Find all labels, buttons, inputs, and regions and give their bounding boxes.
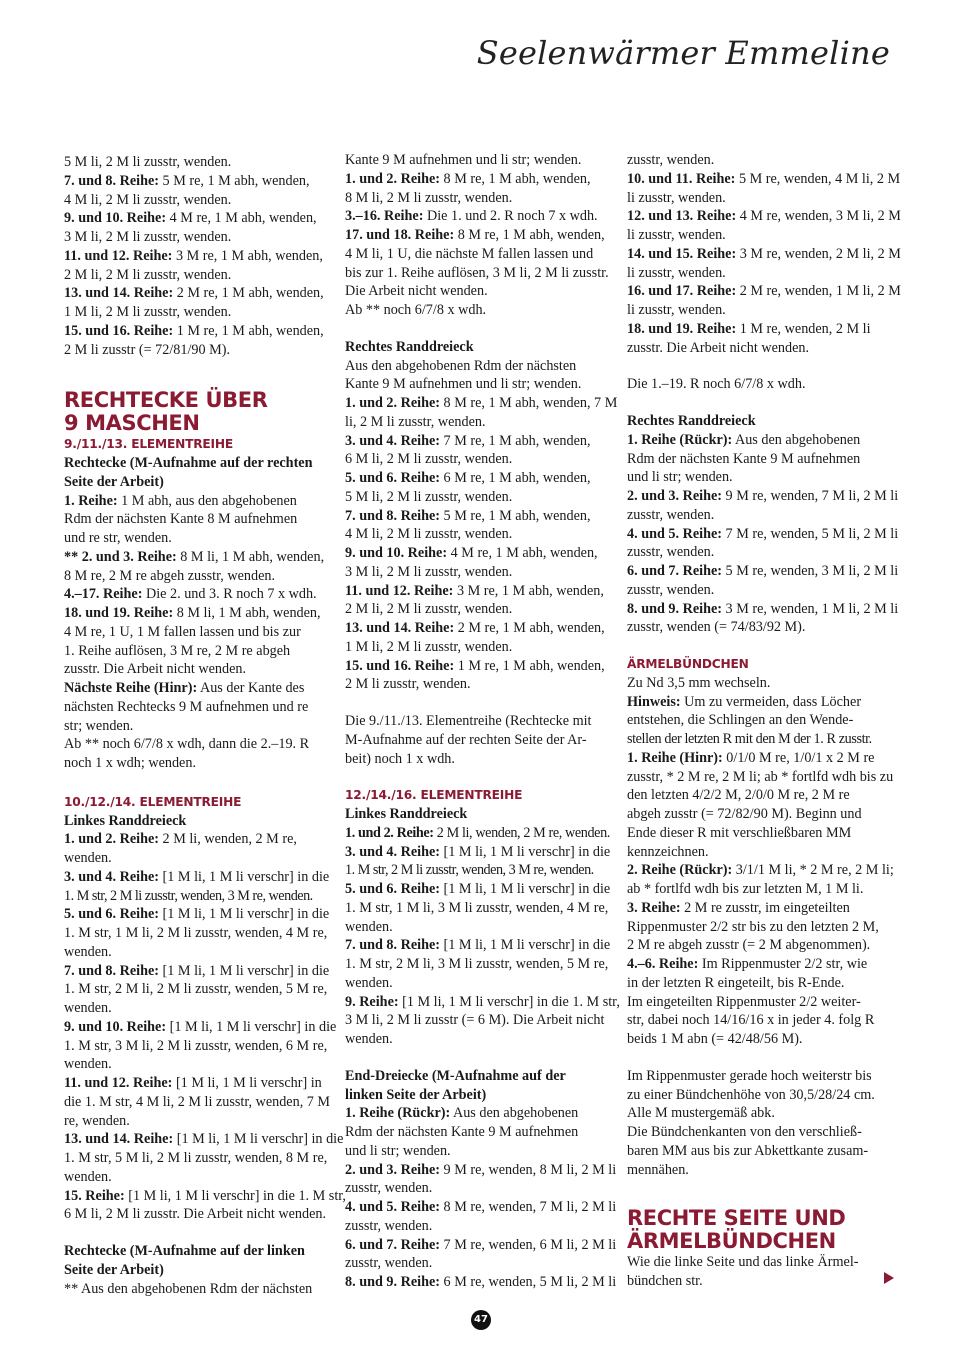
text-line: li zusstr, wenden. bbox=[627, 227, 726, 243]
text-line: 1. Reihe: 1 M abh, aus den abgehobenen bbox=[64, 492, 297, 509]
text-line: beids 1 M abn (= 42/48/56 M). bbox=[627, 1031, 803, 1047]
text-line: Alle M mustergemäß abk. bbox=[627, 1105, 775, 1122]
text-line: str, dabei noch 14/16/16 x in jeder 4. folg R bbox=[627, 1012, 875, 1029]
text-line: zusstr, wenden. bbox=[627, 581, 715, 598]
text-line: 2. und 3. Reihe: 9 M re, wenden, 8 M li, 2 M li bbox=[345, 1161, 617, 1178]
text-line: und li str; wenden. bbox=[627, 469, 733, 486]
text-line: Kante 9 M aufnehmen und li str; wenden. bbox=[345, 152, 582, 168]
text-line: 1. Reihe (Rückr): Aus den abgehobenen bbox=[627, 431, 861, 448]
text-line: baren MM aus bis zur Abkettkante zusam- bbox=[627, 1142, 869, 1159]
sub-heading: linken Seite der Arbeit) bbox=[345, 1086, 487, 1103]
text-line: zu einer Bündchenhöhe von 30,5/28/24 cm. bbox=[627, 1086, 875, 1103]
text-line: 1. M str, 1 M li, 3 M li zusstr, wenden, 4 M re, bbox=[345, 899, 609, 916]
text-line: 5. und 6. Reihe: [1 M li, 1 M li verschr] in die bbox=[64, 906, 330, 923]
sub-heading: Rechtecke (M-Aufnahme auf der linken bbox=[64, 1243, 305, 1259]
text-line: 3 M li, 2 M li zusstr (= 6 M). Die Arbeit nicht bbox=[345, 1012, 605, 1029]
text-line: bündchen str. bbox=[627, 1273, 703, 1289]
text-line: 3 M li, 2 M li zusstr, wenden. bbox=[345, 563, 513, 580]
text-line: li zusstr, wenden. bbox=[627, 264, 726, 281]
text-line: wenden. bbox=[64, 1056, 112, 1073]
text-line: zusstr. Die Arbeit nicht wenden. bbox=[64, 661, 247, 678]
text-line: den letzten 4/2/2 M, 2/0/0 M re, 2 M re bbox=[627, 787, 850, 804]
text-line: 7. und 8. Reihe: [1 M li, 1 M li verschr] in die bbox=[345, 937, 611, 954]
column-1 bbox=[64, 153, 346, 1298]
text-line: 7. und 8. Reihe: 5 M re, 1 M abh, wenden, bbox=[64, 172, 310, 189]
text-line: 15. und 16. Reihe: 1 M re, 1 M abh, wenden, bbox=[64, 322, 324, 339]
text-line: ** Aus den abgehobenen Rdm der nächsten bbox=[64, 1280, 313, 1297]
text-line: zusstr, wenden. bbox=[345, 1217, 433, 1234]
text-line: 3. und 4. Reihe: [1 M li, 1 M li verschr] in die bbox=[345, 843, 611, 860]
text-line: 18. und 19. Reihe: 8 M li, 1 M abh, wenden, bbox=[64, 605, 321, 621]
text-line: in der letzten R eingeteilt, bis R-Ende. bbox=[627, 974, 845, 991]
text-line: 2 M li zusstr (= 72/81/90 M). bbox=[64, 341, 231, 358]
text-line: 1 M li, 2 M li zusstr, wenden. bbox=[345, 638, 513, 655]
text-line: Rdm der nächsten Kante 9 M aufnehmen bbox=[345, 1124, 579, 1140]
text-line: wenden. bbox=[64, 1000, 112, 1016]
text-line: 4 M li, 1 U, die nächste M fallen lassen und bbox=[345, 245, 594, 262]
text-line: nächsten Rechtecks 9 M aufnehmen und re bbox=[64, 698, 309, 715]
text-line: Ab ** noch 6/7/8 x wdh, dann die 2.–19. R bbox=[64, 736, 310, 753]
text-line: Die 1.–19. R noch 6/7/8 x wdh. bbox=[627, 376, 806, 393]
text-line: 3 M li, 2 M li zusstr, wenden. bbox=[64, 229, 232, 245]
text-line: 6 M li, 2 M li zusstr, wenden. bbox=[345, 451, 513, 468]
column-3 bbox=[627, 151, 899, 1291]
text-line: 18. und 19. Reihe: 1 M re, wenden, 2 M li bbox=[627, 320, 871, 337]
text-line: Im Rippenmuster gerade hoch weiterstr bis bbox=[627, 1067, 872, 1084]
text-line: zusstr, wenden. bbox=[345, 1180, 433, 1197]
text-line: 2 M li zusstr, wenden. bbox=[345, 676, 471, 693]
text-line: noch 1 x wdh; wenden. bbox=[64, 755, 196, 771]
text-line: 1. und 2. Reihe: 8 M re, 1 M abh, wenden, 7 M bbox=[345, 395, 618, 411]
text-line: 10. und 11. Reihe: 5 M re, wenden, 4 M li, 2 M bbox=[627, 170, 901, 187]
text-line: wenden. bbox=[345, 918, 393, 935]
text-line: 6. und 7. Reihe: 5 M re, wenden, 3 M li, 2 M li bbox=[627, 563, 899, 579]
sub-heading: Seite der Arbeit) bbox=[64, 1261, 164, 1278]
text-line: abgeh zusstr (= 72/82/90 M). Beginn und bbox=[627, 806, 862, 822]
text-line: Hinweis: Um zu vermeiden, dass Löcher bbox=[627, 693, 862, 710]
text-line: ** 2. und 3. Reihe: 8 M li, 1 M abh, wenden, bbox=[64, 548, 325, 565]
text-line: 8. und 9. Reihe: 6 M re, wenden, 5 M li, 2 M li bbox=[345, 1274, 617, 1290]
text-line: 1. Reihe (Hinr): 0/1/0 M re, 1/0/1 x 2 M re bbox=[627, 749, 875, 766]
sub-heading: Linkes Randdreieck bbox=[345, 806, 468, 822]
text-line: 8 M li, 2 M li zusstr, wenden. bbox=[345, 189, 513, 206]
text-line: 4 M li, 2 M li zusstr, wenden. bbox=[64, 191, 232, 208]
sub-heading: Rechtecke (M-Aufnahme auf der rechten bbox=[64, 455, 313, 471]
text-line: 11. und 12. Reihe: [1 M li, 1 M li verschr] in bbox=[64, 1075, 322, 1091]
subsection-heading: 10./12./14. ELEMENTREIHE bbox=[64, 794, 242, 809]
text-line: 11. und 12. Reihe: 3 M re, 1 M abh, wenden, bbox=[64, 247, 323, 264]
text-line: 16. und 17. Reihe: 2 M re, wenden, 1 M li, 2 M bbox=[627, 283, 901, 300]
text-line: wenden. bbox=[345, 1031, 393, 1047]
text-line: 1. M str, 1 M li, 2 M li zusstr, wenden, 4 M re, bbox=[64, 925, 328, 941]
text-line: 9. und 10. Reihe: [1 M li, 1 M li verschr] in die bbox=[64, 1018, 337, 1035]
text-line: 1. und 2. Reihe: 2 M li, wenden, 2 M re, bbox=[64, 831, 297, 848]
text-line: Aus den abgehobenen Rdm der nächsten bbox=[345, 357, 577, 374]
text-line: 4 M re, 1 U, 1 M fallen lassen und bis zur bbox=[64, 623, 301, 640]
text-line: 6 M li, 2 M li zusstr. Die Arbeit nicht wenden. bbox=[64, 1206, 327, 1223]
text-line: zusstr, wenden. bbox=[627, 544, 715, 561]
text-line: 7. und 8. Reihe: 5 M re, 1 M abh, wenden, bbox=[345, 507, 591, 524]
text-line: 1. M str, 3 M li, 2 M li zusstr, wenden, 6 M re, bbox=[64, 1037, 328, 1054]
text-line: mennähen. bbox=[627, 1161, 689, 1178]
text-line: wenden. bbox=[64, 850, 112, 866]
text-line: Die Arbeit nicht wenden. bbox=[345, 283, 488, 300]
text-line: Im eingeteilten Rippenmuster 2/2 weiter- bbox=[627, 993, 861, 1010]
subsection-heading: 12./14./16. ELEMENTREIHE bbox=[345, 788, 523, 803]
text-line: 9. und 10. Reihe: 4 M re, 1 M abh, wenden, bbox=[345, 545, 598, 561]
text-line: wenden. bbox=[345, 974, 393, 991]
text-line: und li str; wenden. bbox=[345, 1142, 451, 1159]
text-line: zusstr. Die Arbeit nicht wenden. bbox=[627, 339, 810, 356]
text-line: 4.–17. Reihe: Die 2. und 3. R noch 7 x wdh. bbox=[64, 586, 317, 603]
text-line: Die Bündchenkanten von den verschließ- bbox=[627, 1124, 862, 1140]
text-line: 15. Reihe: [1 M li, 1 M li verschr] in die 1. M str, bbox=[64, 1187, 346, 1204]
text-line: Kante 9 M aufnehmen und li str; wenden. bbox=[345, 376, 582, 393]
subsection-heading: ÄRMELBÜNDCHEN bbox=[627, 657, 749, 671]
text-line: 12. und 13. Reihe: 4 M re, wenden, 3 M li, 2 M bbox=[627, 208, 901, 225]
arrow-right-icon bbox=[884, 1272, 894, 1284]
section-heading: RECHTECKE ÜBER bbox=[64, 388, 268, 413]
text-line: 7. und 8. Reihe: [1 M li, 1 M li verschr] in die bbox=[64, 962, 330, 979]
text-line: 1. und 2. Reihe: 8 M re, 1 M abh, wenden, bbox=[345, 170, 591, 187]
text-line: 3.–16. Reihe: Die 1. und 2. R noch 7 x wdh. bbox=[345, 208, 598, 225]
text-line: beit) noch 1 x wdh. bbox=[345, 750, 455, 767]
text-line: Die 9./11./13. Elementreihe (Rechtecke mit bbox=[345, 713, 592, 729]
text-line: 5. und 6. Reihe: 6 M re, 1 M abh, wenden, bbox=[345, 470, 591, 486]
text-line: wenden. bbox=[64, 943, 112, 960]
text-line: 2 M re abgeh zusstr (= 2 M abgenommen). bbox=[627, 937, 871, 954]
text-line: li, 2 M li zusstr, wenden. bbox=[345, 413, 486, 430]
text-line: 15. und 16. Reihe: 1 M re, 1 M abh, wenden, bbox=[345, 657, 605, 674]
text-line: 1. M str, 5 M li, 2 M li zusstr, wenden, 8 M re, bbox=[64, 1150, 328, 1166]
page-title: Seelenwärmer Emmeline bbox=[476, 34, 890, 72]
text-line: 14. und 15. Reihe: 3 M re, wenden, 2 M li, 2 M bbox=[627, 245, 901, 262]
text-line: 8 M re, 2 M re abgeh zusstr, wenden. bbox=[64, 567, 276, 584]
text-line: li zusstr, wenden. bbox=[627, 302, 726, 318]
column-2 bbox=[345, 151, 620, 1292]
text-line: kennzeichnen. bbox=[627, 843, 709, 860]
text-line: 1. M str, 2 M li zusstr, wenden, 3 M re, wenden. bbox=[64, 887, 313, 904]
sub-heading: Rechtes Randdreieck bbox=[345, 338, 474, 355]
text-line: 2. Reihe (Rückr): 3/1/1 M li, * 2 M re, 2 M li; bbox=[627, 862, 894, 879]
text-line: Rdm der nächsten Kante 9 M aufnehmen bbox=[627, 450, 861, 467]
section-heading: ÄRMELBÜNDCHEN bbox=[627, 1229, 836, 1254]
text-line: und re str, wenden. bbox=[64, 530, 172, 546]
text-line: 5. und 6. Reihe: [1 M li, 1 M li verschr] in die bbox=[345, 881, 611, 897]
text-line: Wie die linke Seite und das linke Ärmel- bbox=[627, 1254, 859, 1271]
text-line: 4 M li, 2 M li zusstr, wenden. bbox=[345, 526, 513, 543]
text-line: li zusstr, wenden. bbox=[627, 189, 726, 206]
text-line: wenden. bbox=[64, 1168, 112, 1185]
text-line: 13. und 14. Reihe: 2 M re, 1 M abh, wenden, bbox=[64, 285, 324, 302]
text-line: 1. M str, 2 M li zusstr, wenden, 3 M re, wenden. bbox=[345, 862, 594, 879]
text-line: 1. M str, 2 M li, 2 M li zusstr, wenden, 5 M re, bbox=[64, 981, 328, 998]
text-line: 13. und 14. Reihe: [1 M li, 1 M li verschr] in die bbox=[64, 1131, 344, 1148]
text-line: 4.–6. Reihe: Im Rippenmuster 2/2 str, wie bbox=[627, 956, 868, 972]
page-number-badge: 47 bbox=[471, 1310, 491, 1330]
text-line: 1. M str, 2 M li, 3 M li zusstr, wenden, 5 M re, bbox=[345, 956, 609, 972]
text-line: die 1. M str, 4 M li, 2 M li zusstr, wenden, 7 M bbox=[64, 1093, 331, 1110]
section-heading: 9 MASCHEN bbox=[64, 411, 200, 436]
text-line: Nächste Reihe (Hinr): Aus der Kante des bbox=[64, 680, 305, 696]
text-line: 11. und 12. Reihe: 3 M re, 1 M abh, wenden, bbox=[345, 582, 604, 599]
text-line: 1 M li, 2 M li zusstr, wenden. bbox=[64, 304, 232, 320]
text-line: stellen der letzten R mit den M der 1. R zusstr. bbox=[627, 731, 872, 747]
text-line: 2 M li, 2 M li zusstr, wenden. bbox=[64, 266, 232, 283]
subsection-heading: 9./11./13. ELEMENTREIHE bbox=[64, 437, 233, 452]
text-line: 4. und 5. Reihe: 7 M re, wenden, 5 M li, 2 M li bbox=[627, 525, 899, 542]
text-line: 1. Reihe auflösen, 3 M re, 2 M re abgeh bbox=[64, 642, 291, 659]
sub-heading: End-Dreiecke (M-Aufnahme auf der bbox=[345, 1067, 566, 1084]
text-line: Zu Nd 3,5 mm wechseln. bbox=[627, 674, 771, 691]
text-line: Ab ** noch 6/7/8 x wdh. bbox=[345, 302, 487, 318]
text-line: zusstr, wenden. bbox=[345, 1255, 433, 1272]
text-line: 9. und 10. Reihe: 4 M re, 1 M abh, wenden, bbox=[64, 210, 317, 227]
text-line: Ende dieser R mit verschließbaren MM bbox=[627, 824, 852, 841]
text-line: ab * fortlfd wdh bis zur letzten M, 1 M li. bbox=[627, 881, 864, 897]
text-line: zusstr, wenden. bbox=[627, 506, 715, 523]
sub-heading: Rechtes Randdreieck bbox=[627, 413, 756, 429]
text-line: 5 M li, 2 M li zusstr, wenden. bbox=[345, 488, 513, 505]
section-heading: RECHTE SEITE UND bbox=[627, 1206, 846, 1231]
text-line: 5 M li, 2 M li zusstr, wenden. bbox=[64, 154, 232, 170]
text-line: 1. und 2. Reihe: 2 M li, wenden, 2 M re, wenden. bbox=[345, 824, 610, 841]
text-line: 8. und 9. Reihe: 3 M re, wenden, 1 M li, 2 M li bbox=[627, 600, 899, 617]
text-line: 3. Reihe: 2 M re zusstr, im eingeteilten bbox=[627, 899, 850, 916]
sub-heading: Seite der Arbeit) bbox=[64, 473, 164, 490]
text-line: Rippenmuster 2/2 str bis zu den letzten 2 M, bbox=[627, 918, 879, 935]
text-line: 1. Reihe (Rückr): Aus den abgehobenen bbox=[345, 1105, 579, 1122]
text-line: 3. und 4. Reihe: [1 M li, 1 M li verschr] in die bbox=[64, 868, 330, 885]
text-line: 9. Reihe: [1 M li, 1 M li verschr] in die 1. M str, bbox=[345, 993, 620, 1010]
text-line: entstehen, die Schlingen an den Wende- bbox=[627, 712, 854, 729]
text-line: zusstr, wenden (= 74/83/92 M). bbox=[627, 619, 806, 636]
text-line: 2. und 3. Reihe: 9 M re, wenden, 7 M li, 2 M li bbox=[627, 488, 899, 504]
text-line: 6. und 7. Reihe: 7 M re, wenden, 6 M li, 2 M li bbox=[345, 1236, 617, 1253]
text-line: zusstr, * 2 M re, 2 M li; ab * fortlfd wdh bis zu bbox=[627, 768, 894, 785]
text-line: 2 M li, 2 M li zusstr, wenden. bbox=[345, 601, 513, 618]
text-line: bis zur 1. Reihe auflösen, 3 M li, 2 M li zusstr. bbox=[345, 264, 609, 281]
text-line: zusstr, wenden. bbox=[627, 152, 715, 168]
text-line: 17. und 18. Reihe: 8 M re, 1 M abh, wenden, bbox=[345, 227, 605, 243]
text-line: re, wenden. bbox=[64, 1112, 130, 1129]
text-line: Rdm der nächsten Kante 8 M aufnehmen bbox=[64, 511, 298, 528]
text-line: M-Aufnahme auf der rechten Seite der Ar- bbox=[345, 731, 587, 748]
text-line: 13. und 14. Reihe: 2 M re, 1 M abh, wenden, bbox=[345, 620, 605, 636]
text-line: str; wenden. bbox=[64, 717, 134, 734]
text-line: 4. und 5. Reihe: 8 M re, wenden, 7 M li, 2 M li bbox=[345, 1199, 617, 1215]
text-line: 3. und 4. Reihe: 7 M re, 1 M abh, wenden, bbox=[345, 432, 591, 449]
sub-heading: Linkes Randdreieck bbox=[64, 812, 187, 829]
